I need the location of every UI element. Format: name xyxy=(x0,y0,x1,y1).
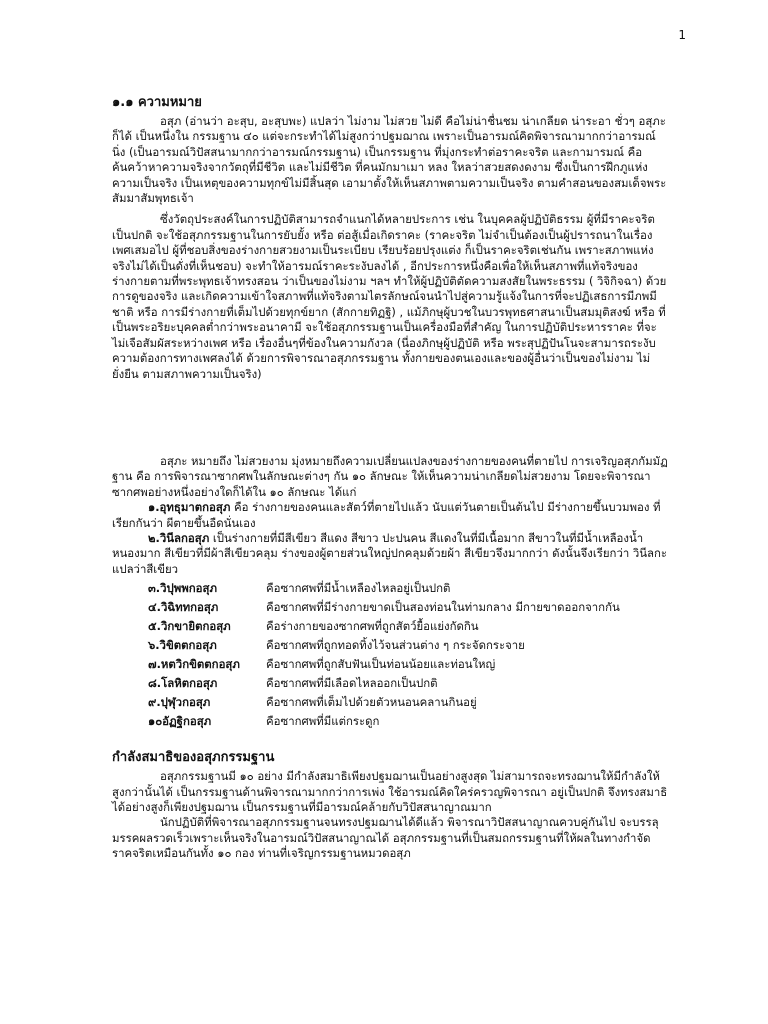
list-item-desc: คือซากศพที่มีน้ำเหลืองไหลอยู่เป็นปกติ xyxy=(266,581,451,596)
paragraph: อสุภกรรมฐานมี ๑๐ อย่าง มีกำลังสมาธิเพียงปฐมฌานเป็นอย่างสูงสุด ไม่สามารถจะทรงฌานให้มีกำลังให้สูงกว่านั้นได้ เป็นกรรมฐานด้านพิจารณามากกว่าการเพ่ง ใช้อารมณ์คิดใคร่ครวญพิจารณา อยู่เป็นปกติ จึงทรงสมาธิได้อย่างสูงก็เพียงปฐมฌาน เป็นกรรมฐานที่มีอารมณ์คล้ายกับวิปัสสนาญาณมาก xyxy=(112,769,668,814)
list-item xyxy=(148,617,668,636)
page-number: 1 xyxy=(678,28,686,42)
document-body xyxy=(112,94,668,862)
list-item-term: ๘.โลหิตกอสุภ xyxy=(148,676,218,691)
list-item xyxy=(148,598,668,617)
section-heading-meaning: ๑.๑ ความหมาย xyxy=(112,95,202,110)
list-item-term: ๖.วิขิตตกอสุภ xyxy=(148,638,217,653)
list-item-term: ๓.วิปุพพกอสุภ xyxy=(148,581,217,596)
paragraph: อสุภ (อ่านว่า อะสุบ, อะสุบพะ) แปลว่า ไม่งาม ไม่สวย ไม่ดี คือไม่น่าชื่นชม น่าเกลียด น่าระอา ชั่วๆ อสุภะ ก็ได้ เป็นหนึ่งใน กรรมฐาน ๔๐ แต่จะกระทำได้ไม่สูงกว่าปฐมฌาณ เพราะเป็นอารมณ์คิดพิจารณามากกว่าอารมณ์นิ่ง (เป็นอารมณ์วิปัสสนามากกว่าอารมณ์กรรมฐาน) เป็นกรรมฐาน ที่มุ่งกระทำต่อราคะจริต และกามารมณ์ คือ ค้นคว้าหาความจริงจากวัตถุที่มีชีวิต และไม่มีชีวิต ที่คนมักมาเมา หลง ใหลว่าสวยสดงดงาม ซึ่งเป็นการฝึกภูแห่งความเป็นจริง เป็นเหตุของความทุกข์ไม่มีสิ้นสุด เอามาตั้งให้เห็นสภาพตามความเป็นจริง ตามคำสอนของสมเด็จพระสัมมาสัมพุทธเจ้า xyxy=(112,114,667,206)
list-item-desc: คือร่างกายของซากศพที่ถูกสัตว์ยื้อแย่งกัดกิน xyxy=(266,619,479,634)
asubha-item-1-term: ๑.อุทธุมาตกอสุภ xyxy=(148,500,231,515)
asubha-item-1 xyxy=(112,500,668,531)
asubha-list xyxy=(148,579,668,731)
list-item-desc: คือซากศพที่มีแต่กระดูก xyxy=(266,714,380,729)
list-item xyxy=(148,693,668,712)
asubha-item-1-desc: คือ ร่างกายของคนและสัตว์ที่ตายไปแล้ว นับแต่วันตายเป็นต้นไป มีร่างกายขึ้นบวมพอง ที่เรียกกันว่า ผีตายขึ้นอืดนั่นเอง xyxy=(112,500,661,530)
list-item-desc: คือซากศพที่มีเลือดไหลออกเป็นปกติ xyxy=(266,676,438,691)
list-item-term: ๙.ปุฬุวกอสุภ xyxy=(148,695,211,710)
list-item xyxy=(148,636,668,655)
list-item-desc: คือซากศพที่มีร่างกายขาดเป็นสองท่อนในท่ามกลาง มีกายขาดออกจากกัน xyxy=(266,600,620,615)
list-item-term: ๗.หตวิกขิตตกอสุภ xyxy=(148,657,240,672)
list-item-desc: คือซากศพที่ถูกสับฟันเป็นท่อนน้อยและท่อนใหญ่ xyxy=(266,657,496,672)
section-heading-concentration: กำลังสมาธิของอสุภกรรมฐาน xyxy=(112,750,275,766)
list-item-term: ๑๐อัฏฐิกอสุภ xyxy=(148,714,212,729)
list-item xyxy=(148,674,668,693)
list-item-term: ๔.วิฉิททกอสุภ xyxy=(148,600,219,615)
asubha-item-2-term: ๒.วินีลกอสุภ xyxy=(148,530,210,545)
asubha-item-2 xyxy=(112,531,668,577)
list-item-term: ๕.วิกขายิตกอสุภ xyxy=(148,619,231,634)
list-item xyxy=(148,655,668,674)
list-item-desc: คือซากศพที่ถูกทอดทิ้งไว้จนส่วนต่าง ๆ กระจัดกระจาย xyxy=(266,638,525,653)
list-item xyxy=(148,579,668,598)
paragraph: อสุภะ หมายถึง ไม่สวยงาม มุ่งหมายถึงความเปลี่ยนแปลงของร่างกายของคนที่ตายไป การเจริญอสุภกัมมัฏฐาน คือ การพิจารณาซากศพในลักษณะต่างๆ กัน ๑๐ ลักษณะ ให้เห็นความน่าเกลียดไม่สวยงาม โดยจะพิจารณาซากศพอย่างหนึ่งอย่างใดก็ได้ใน ๑๐ ลักษณะ ได้แก่ xyxy=(112,453,668,499)
list-item-desc: คือซากศพที่เต็มไปด้วยตัวหนอนคลานกินอยู่ xyxy=(266,695,477,710)
paragraph: นักปฏิบัติที่พิจารณาอสุภกรรมฐานจนทรงปฐมฌานได้ดีแล้ว พิจารณาวิปัสสนาญาณควบคู่กันไป จะบรรลุมรรคผลรวดเร็วเพราะเห็นจริงในอารมณ์วิปัสสนาญาณได้ อสุภกรรมฐานที่เป็นสมถกรรมฐานที่ให้ผลในทางกำจัดราคจริตเหมือนกันทั้ง ๑๐ กอง ท่านที่เจริญกรรมฐานหมวดอสุภ xyxy=(112,815,659,861)
asubha-item-2-desc: เป็นร่างกายที่มีสีเขียว สีแดง สีขาว ปะปนคน สีแดงในที่มีเนื้อมาก สีขาวในที่มีน้ำเหลืองน้ำหนองมาก สีเขียวที่มีผ้าสีเขียวคลุม ร่างของผู้ตายส่วนใหญ่ปกคลุมด้วยผ้า สีเขียวจึงมากกว่า ดังนั้นจึงเรียกว่า วินีลกะ แปลว่าสีเขียว xyxy=(112,530,668,576)
list-item xyxy=(148,712,668,731)
paragraph: ซึ่งวัตถุประสงค์ในการปฏิบัติสามารถจำแนกได้หลายประการ เช่น ในบุคคลผู้ปฏิบัติธรรม ผู้ที่มีราคะจริตเป็นปกติ จะใช้อสุภกรรมฐานในการยับยั้ง หรือ ต่อสู้เมื่อเกิดราคะ (ราคะจริต ไม่จำเป็นต้องเป็นผู้ปรารถนาในเรื่องเพศเสมอไป ผู้ที่ชอบสิ่งของร่างกายสวยงามเป็นระเบียบ เรียบร้อยปรุงแต่ง ก็เป็นราคะจริตเช่นกัน เพราะสภาพแห่งจริงไม่ได้เป็นดั่งที่เห็นชอบ) จะทำให้อารมณ์ราคะระงับลงได้ , อีกประการหนึ่งคือเพื่อให้เห็นสภาพที่แท้จริงของร่างกายตามที่พระพุทธเจ้าทรงสอน ว่าเป็นของไม่งาม ฯลฯ ทำให้ผู้ปฏิบัติตัดความสงสัยในพระธรรม ( วิจิกิจฉา) ด้วยการดูของจริง และเกิดความเข้าใจสภาพที่แท้จริงตามไตรลักษณ์จนนำไปสู่ความรู้แจ้งในการที่จะปฏิเสธการมีภพมีชาติ หรือ การมีร่างกายที่เต็มไปด้วยทุกข์ยาก (สักกายทิฏฐิ) , แม้ภิกษุผู้บวชในบวรพุทธศาสนาเป็นสมมุติสงฆ์ หรือ ที่เป็นพระอริยะบุคคลต่ำกว่าพระอนาคามี จะใช้อสุภกรรมฐานเป็นเครื่องมือที่สำคัญ ในการปฏิบัติประหารราคะ ที่จะไม่เจือสัมผัสระหว่างเพศ หรือ เรื่องอื่นๆที่ข้องในความกังวล (นี่องภิกษุผู้ปฏิบัติ หรือ พระสุปฏิปันโนจะสามารถระงับความต้องการทางเพศลงได้ ด้วยการพิจารณาอสุภกรรมฐาน ทั้งกายของตนเองและของผู้อื่นว่าเป็นของไม่งาม ไม่ยั่งยืน ตามสภาพความเป็นจริง) xyxy=(112,212,667,381)
